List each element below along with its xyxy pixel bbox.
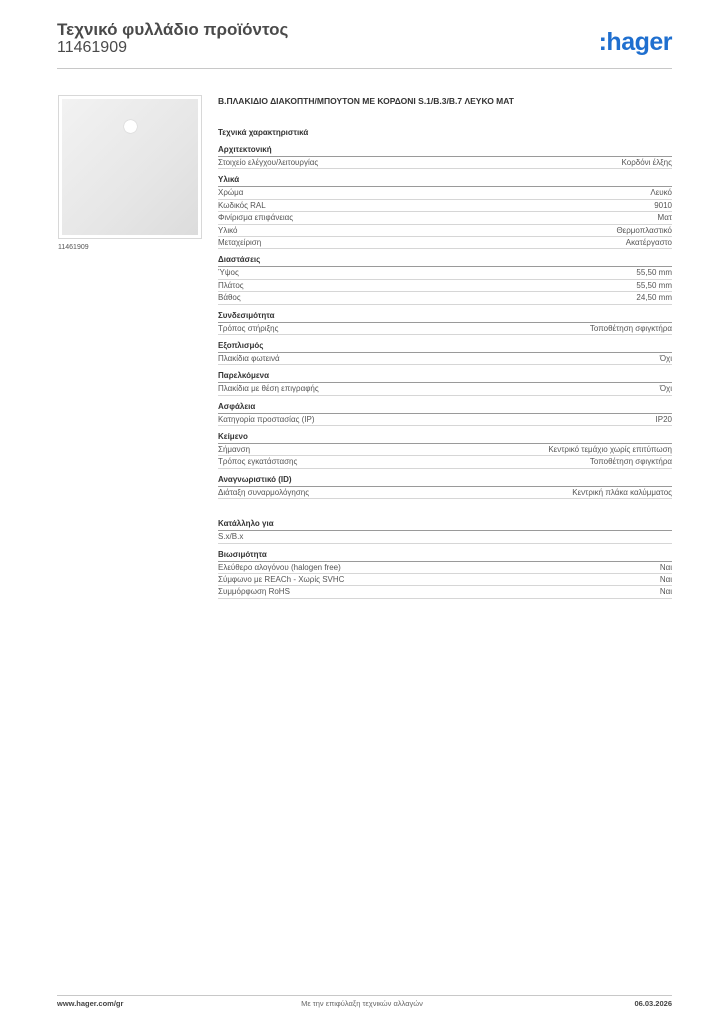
spec-label: Ελεύθερο αλογόνου (halogen free) <box>218 562 341 572</box>
spec-label: Πλακίδια με θέση επιγραφής <box>218 384 319 394</box>
spec-group-title: Παρελκόμενα <box>218 369 672 383</box>
footer-notice: Με την επιφύλαξη τεχνικών αλλαγών <box>301 999 423 1008</box>
spec-row <box>218 586 672 598</box>
spec-row <box>218 292 672 304</box>
spec-value: Λευκό <box>650 188 672 198</box>
spec-group-title: Κατάλληλο για <box>218 517 672 531</box>
spec-value: Κεντρική πλάκα καλύμματος <box>572 487 672 497</box>
product-image-caption: 11461909 <box>58 244 89 251</box>
spec-row <box>218 444 672 456</box>
spec-value: Όχι <box>659 384 672 394</box>
spec-row <box>218 225 672 237</box>
spec-group <box>218 473 672 499</box>
spec-row <box>218 212 672 224</box>
spec-label: Τρόπος εγκατάστασης <box>218 457 298 467</box>
specs-panel <box>218 96 672 599</box>
spec-row <box>218 456 672 468</box>
spec-value: Ναι <box>659 562 672 572</box>
spec-group <box>218 369 672 395</box>
spec-row <box>218 187 672 199</box>
spec-group <box>218 309 672 335</box>
footer-website[interactable]: www.hager.com/gr <box>57 999 124 1008</box>
spec-value: 9010 <box>654 200 672 210</box>
spec-label: Ύψος <box>218 268 239 278</box>
spec-value: Όχι <box>659 353 672 363</box>
spec-value: Ναι <box>659 587 672 597</box>
spec-label: Μεταχείριση <box>218 237 262 247</box>
spec-value: 55,50 mm <box>636 280 672 290</box>
spec-row <box>218 353 672 365</box>
spec-group-title: Αναγνωριστικό (ID) <box>218 473 672 487</box>
document-title: Τεχνικό φυλλάδιο προϊόντος <box>57 20 289 39</box>
footer-divider <box>57 995 672 996</box>
cover-plate-shape <box>62 99 198 235</box>
spec-value: Ματ <box>657 213 672 223</box>
header-divider <box>57 68 672 69</box>
spec-label: Φινίρισμα επιφάνειας <box>218 213 294 223</box>
spec-group-title: Εξοπλισμός <box>218 339 672 353</box>
spec-label: Σύμφωνο με REACh - Χωρίς SVHC <box>218 575 345 585</box>
spec-label: Βάθος <box>218 293 241 303</box>
spec-value: Ακατέργαστο <box>625 237 672 247</box>
footer-date: 06.03.2026 <box>634 999 672 1008</box>
spec-label: Τρόπος στήριξης <box>218 323 279 333</box>
spec-groups <box>218 143 672 599</box>
spec-value: Κεντρικό τεμάχιο χωρίς επιτύπωση <box>548 445 672 455</box>
product-title: Β.ΠΛΑΚΙΔΙΟ ΔΙΑΚΟΠΤΗ/ΜΠΟΥΤΟΝ ΜΕ ΚΟΡΔΟΝΙ S.1/B.3/B.7 ΛΕΥΚΟ ΜΑΤ <box>218 96 514 106</box>
spec-row <box>218 487 672 499</box>
spec-label: S.x/B.x <box>218 532 244 542</box>
product-image <box>58 95 202 239</box>
spec-value: 55,50 mm <box>636 268 672 278</box>
spec-label: Πλάτος <box>218 280 244 290</box>
spec-value: Κορδόνι έλξης <box>621 158 672 167</box>
spec-row <box>218 237 672 249</box>
spec-group-title: Κείμενο <box>218 430 672 444</box>
spec-group <box>218 339 672 365</box>
spec-row <box>218 562 672 574</box>
spec-group <box>218 253 672 304</box>
spec-value: Τοποθέτηση σφιγκτήρα <box>589 323 672 333</box>
spec-row <box>218 574 672 586</box>
spec-row <box>218 280 672 292</box>
spec-label: Κατηγορία προστασίας (IP) <box>218 414 315 424</box>
spec-group <box>218 517 672 543</box>
spec-group <box>218 400 672 426</box>
spec-group-title: Συνδεσιμότητα <box>218 309 672 323</box>
spec-label: Κωδικός RAL <box>218 200 266 210</box>
spec-group-title: Διαστάσεις <box>218 253 672 267</box>
spec-label: Διάταξη συναρμολόγησης <box>218 487 310 497</box>
spec-group-title: Βιωσιμότητα <box>218 548 672 562</box>
hager-logo: :hager <box>598 28 672 56</box>
spec-group-title: Αρχιτεκτονική <box>218 143 672 157</box>
spec-group <box>218 430 672 469</box>
spec-row <box>218 531 672 543</box>
product-code: 11461909 <box>57 39 127 56</box>
spec-row <box>218 414 672 426</box>
spec-label: Χρώμα <box>218 188 244 198</box>
spec-value: Ναι <box>659 575 672 585</box>
spec-group <box>218 173 672 249</box>
section-title: Τεχνικά χαρακτηριστικά <box>218 128 309 137</box>
spec-label: Σήμανση <box>218 445 251 455</box>
spec-label: Συμμόρφωση RoHS <box>218 587 290 597</box>
spec-row <box>218 323 672 335</box>
spec-group-title: Υλικά <box>218 173 672 187</box>
spec-value: Τοποθέτηση σφιγκτήρα <box>589 457 672 467</box>
spec-row <box>218 200 672 212</box>
spec-group <box>218 143 672 169</box>
spec-group-title: Ασφάλεια <box>218 400 672 414</box>
spec-row <box>218 383 672 395</box>
spec-value: Θερμοπλαστικό <box>616 225 672 235</box>
spec-value: IP20 <box>655 414 672 424</box>
spec-row <box>218 267 672 279</box>
spec-label: Υλικό <box>218 225 238 235</box>
spec-group <box>218 548 672 599</box>
spec-row <box>218 157 672 169</box>
cord-hole <box>124 120 137 133</box>
spec-label: Στοιχείο ελέγχου/λειτουργίας <box>218 158 319 167</box>
spec-value: 24,50 mm <box>636 293 672 303</box>
spec-label: Πλακίδια φωτεινά <box>218 353 280 363</box>
